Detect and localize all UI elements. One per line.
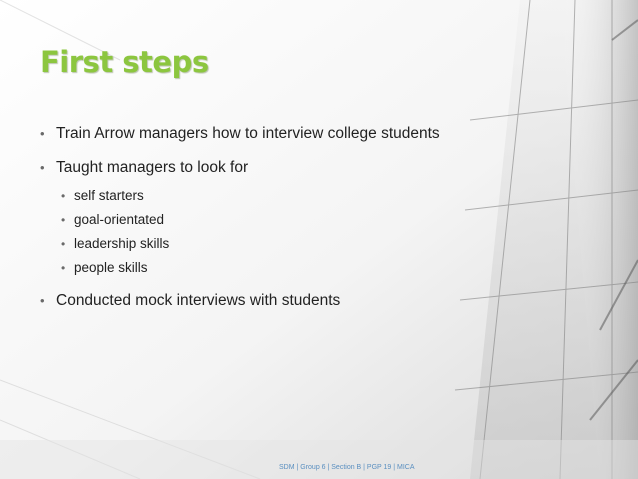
bullet-dot-icon: • — [40, 293, 45, 308]
sub-bullet-text: goal-orientated — [74, 212, 165, 227]
sub-bullet-text: self starters — [74, 188, 144, 203]
sub-bullet-item — [56, 235, 560, 253]
sub-bullet-text: people skills — [74, 260, 148, 275]
bullet-item — [40, 291, 560, 311]
bullet-dot-icon: • — [61, 261, 66, 275]
sub-bullet-item — [56, 187, 560, 205]
bullet-text: Conducted mock interviews with students — [56, 292, 341, 309]
bullet-dot-icon: • — [61, 237, 66, 251]
bullet-text: Taught managers to look for — [56, 159, 249, 176]
bullet-item — [40, 158, 560, 277]
sub-bullet-text: leadership skills — [74, 236, 170, 251]
bullet-dot-icon: • — [40, 126, 45, 141]
sub-bullet-item — [56, 259, 560, 277]
bullet-dot-icon: • — [61, 213, 66, 227]
bullet-dot-icon: • — [40, 160, 45, 175]
bullet-dot-icon: • — [61, 189, 66, 203]
bullet-list — [40, 124, 560, 325]
bullet-text: Train Arrow managers how to interview college students — [56, 125, 440, 142]
slide-footer: SDM | Group 6 | Section B | PGP 19 | MICA — [279, 464, 415, 471]
sub-bullet-item — [56, 211, 560, 229]
bullet-item — [40, 124, 560, 144]
slide-title: First steps — [40, 45, 209, 79]
sub-bullet-list — [56, 187, 560, 277]
